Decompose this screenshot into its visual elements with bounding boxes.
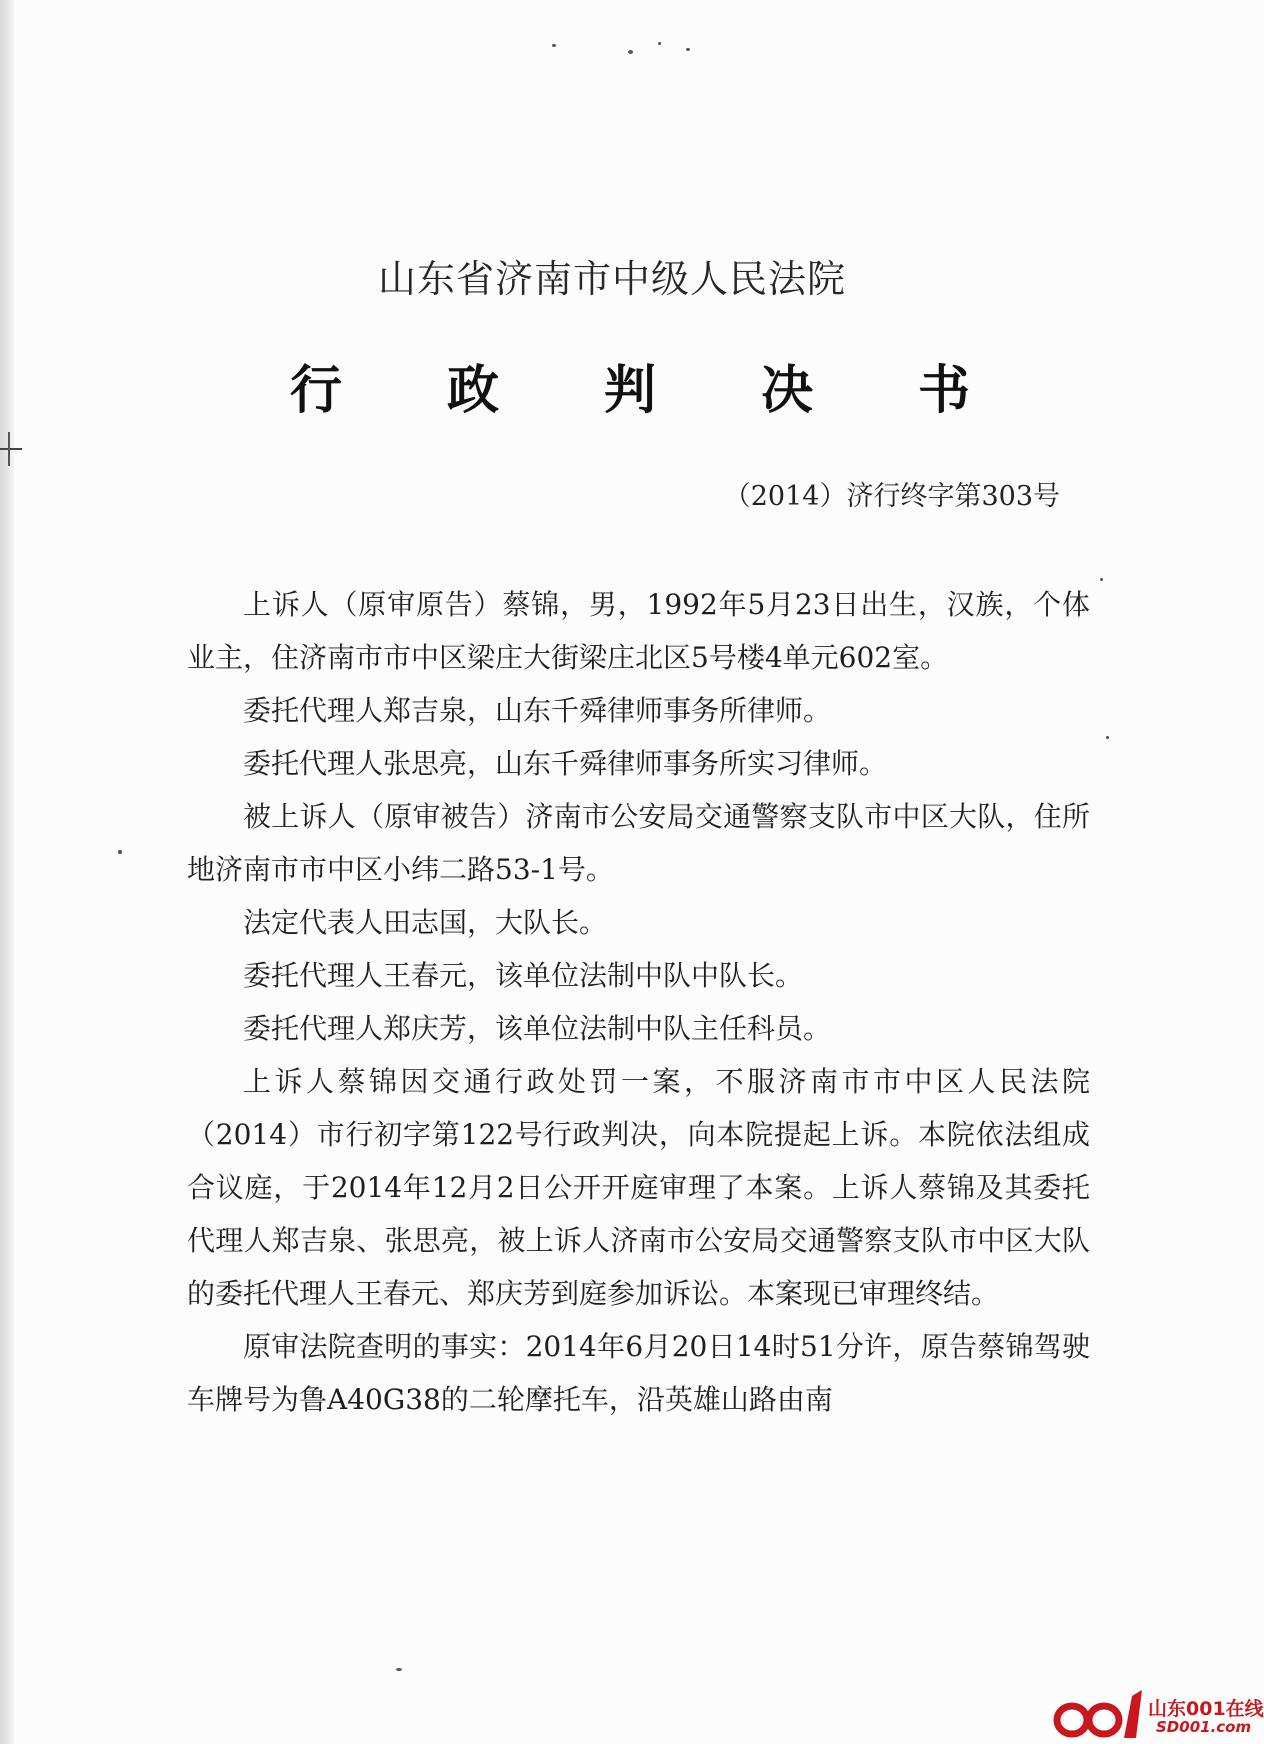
title-char: 决 — [760, 360, 813, 421]
scan-speck — [686, 48, 690, 51]
paragraph-appellee: 被上诉人（原审被告）济南市公安局交通警察支队市中区大队，住所地济南市市中区小纬二路53-1号。 — [187, 800, 1090, 886]
paragraph-facts: 原审法院查明的事实：2014年6月20日14时51分许，原告蔡锦驾驶车牌号为鲁A40G38的二轮摩托车，沿英雄山路由南 — [187, 1330, 1090, 1416]
paragraph-procedure: 上诉人蔡锦因交通行政处罚一案，不服济南市市中区人民法院（2014）市行初字第122号行政判决，向本院提起上诉。本院依法组成合议庭，于2014年12月2日公开开庭审理了本案。上诉人蔡锦及其委托代理人郑吉泉、张思亮，被上诉人济南市公安局交通警察支队市中区大队的委托代理人王春元、郑庆芳到庭参加诉讼。本案现已审理终结。 — [187, 1065, 1090, 1310]
title-char: 行 — [290, 360, 343, 421]
watermark-site-name: 山东001在线 — [1148, 1698, 1264, 1720]
scan-speck — [1100, 578, 1103, 581]
court-name: 山东省济南市中级人民法院 — [377, 257, 846, 301]
title-char: 判 — [603, 360, 656, 421]
paragraph-legal-rep: 法定代表人田志国，大队长。 — [243, 906, 608, 939]
scan-speck — [118, 850, 122, 854]
paragraph-agent-1: 委托代理人郑吉泉，山东千舜律师事务所律师。 — [243, 694, 832, 727]
scan-speck — [552, 44, 556, 47]
binding-mark-vertical — [8, 432, 10, 466]
watermark-logo-icon — [1052, 1686, 1144, 1744]
paragraph-agent-3: 委托代理人王春元，该单位法制中队中队长。 — [243, 959, 804, 992]
paragraph-appellant: 上诉人（原审原告）蔡锦，男，1992年5月23日出生，汉族，个体业主，住济南市市中区梁庄大街梁庄北区5号楼4单元602室。 — [187, 588, 1090, 674]
case-number: （2014）济行终字第303号 — [723, 481, 1060, 512]
judgment-body — [187, 578, 1090, 1426]
scan-speck — [658, 42, 661, 45]
title-char: 政 — [446, 360, 499, 421]
title-char: 书 — [917, 360, 970, 421]
site-watermark — [1052, 1686, 1264, 1744]
watermark-url: SD001.com — [1156, 1718, 1252, 1736]
scan-speck — [396, 1668, 402, 1671]
paragraph-agent-2: 委托代理人张思亮，山东千舜律师事务所实习律师。 — [243, 747, 888, 780]
paragraph-agent-4: 委托代理人郑庆芳，该单位法制中队主任科员。 — [243, 1012, 832, 1045]
document-title — [290, 348, 970, 423]
scan-speck — [1106, 736, 1109, 739]
scan-speck — [628, 50, 633, 54]
binding-mark — [0, 448, 22, 450]
